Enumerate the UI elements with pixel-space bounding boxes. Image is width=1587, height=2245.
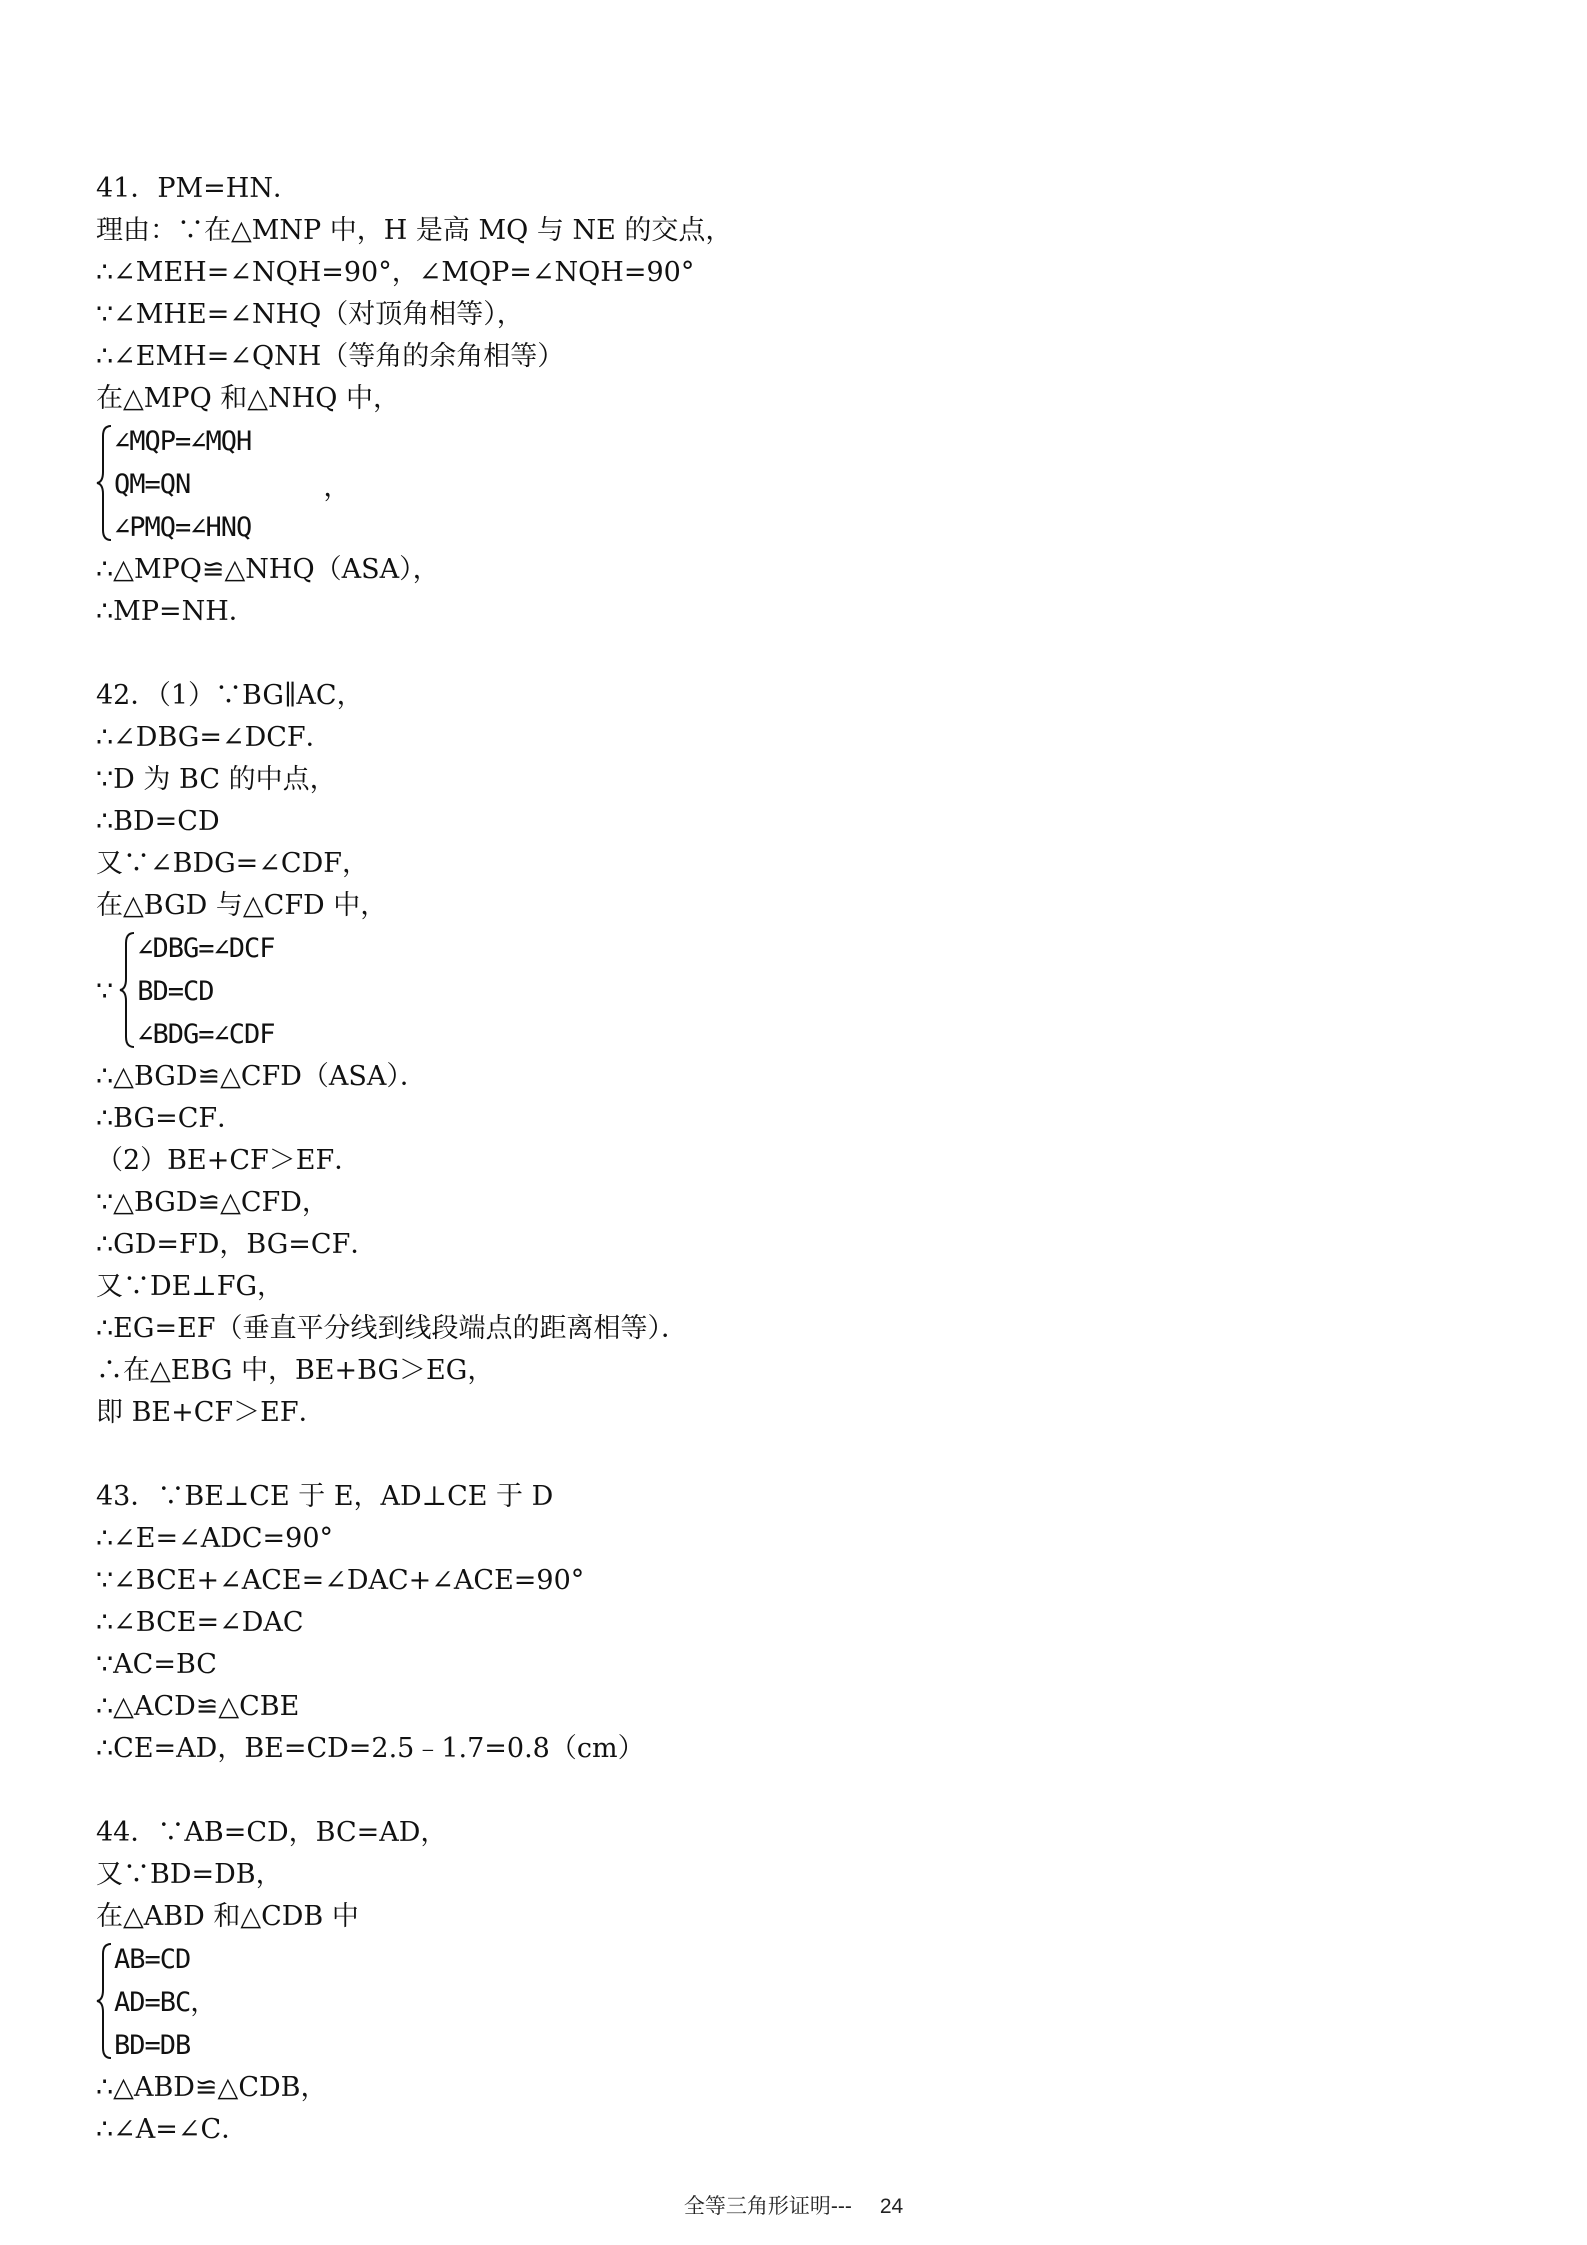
system-row: ∠BDG=∠CDF bbox=[137, 1019, 275, 1050]
because-symbol: ∵ bbox=[96, 976, 114, 1007]
equation-system bbox=[96, 927, 1496, 1056]
text-line: 42．（1）∵BG∥AC， bbox=[96, 680, 364, 711]
text-line: ∴在△EBG 中，BE+BG＞EG， bbox=[96, 1355, 495, 1386]
text-line: 44．∵AB=CD，BC=AD， bbox=[96, 1817, 448, 1848]
text-line: ∴BD=CD bbox=[96, 806, 220, 837]
text-line: ∴△MPQ≌△NHQ（ASA）， bbox=[96, 554, 440, 585]
problem-41 bbox=[96, 168, 1496, 633]
text-line: ∴△ABD≌△CDB， bbox=[96, 2072, 328, 2103]
problem-43 bbox=[96, 1476, 1496, 1770]
text-line: ∴MP=NH． bbox=[96, 596, 256, 627]
left-brace-icon bbox=[96, 1942, 114, 2060]
text-line: ∴△ACD≌△CBE bbox=[96, 1691, 300, 1722]
text-line: ∵∠MHE=∠NHQ（对顶角相等）， bbox=[96, 299, 524, 330]
problem-42 bbox=[96, 675, 1496, 1434]
system-row: BD=CD bbox=[137, 976, 214, 1007]
text-line: ∴∠MEH=∠NQH=90°，∠MQP=∠NQH=90° bbox=[96, 257, 695, 288]
system-row: AB=CD bbox=[114, 1944, 191, 1975]
page-footer bbox=[0, 2190, 1587, 2220]
text-line: ∴∠DBG=∠DCF． bbox=[96, 722, 333, 753]
text-line: ∵△BGD≌△CFD， bbox=[96, 1187, 329, 1218]
text-line: 即 BE+CF＞EF． bbox=[96, 1397, 326, 1428]
solutions-content bbox=[96, 168, 1496, 2151]
system-row: BD=DB bbox=[114, 2030, 191, 2061]
text-line: 在△BGD 与△CFD 中， bbox=[96, 890, 388, 921]
text-line: 43．∵BE⊥CE 于 E，AD⊥CE 于 D bbox=[96, 1481, 554, 1512]
text-line: 在△ABD 和△CDB 中 bbox=[96, 1901, 359, 1932]
text-line: ∴CE=AD，BE=CD=2.5﹣1.7=0.8（cm） bbox=[96, 1733, 645, 1764]
text-line: ∴∠E=∠ADC=90° bbox=[96, 1523, 334, 1554]
left-brace-icon bbox=[119, 931, 137, 1049]
text-line: ∴∠EMH=∠QNH（等角的余角相等） bbox=[96, 341, 565, 372]
problem-44 bbox=[96, 1812, 1496, 2151]
footer-title: 全等三角形证明--- bbox=[683, 2195, 852, 2218]
system-row: ∠DBG=∠DCF bbox=[137, 933, 275, 964]
system-row: ∠PMQ=∠HNQ bbox=[114, 512, 252, 543]
text-line: ∴BG=CF． bbox=[96, 1103, 245, 1134]
text-line: （2）BE+CF＞EF． bbox=[96, 1145, 362, 1176]
text-line: ∴EG=EF（垂直平分线到线段端点的距离相等）． bbox=[96, 1313, 689, 1344]
text-line: 理由：∵在△MNP 中，H 是高 MQ 与 NE 的交点， bbox=[96, 215, 733, 246]
equation-system bbox=[96, 1938, 1496, 2067]
text-line: 41．PM=HN． bbox=[96, 173, 300, 204]
text-line: ∴△BGD≌△CFD（ASA）． bbox=[96, 1061, 427, 1092]
text-line: 又∵∠BDG=∠CDF， bbox=[96, 848, 369, 879]
left-brace-icon bbox=[96, 424, 114, 542]
text-line: 又∵DE⊥FG， bbox=[96, 1271, 285, 1302]
text-line: 又∵BD=DB， bbox=[96, 1859, 283, 1890]
equation-system bbox=[96, 420, 1496, 549]
text-line: ∵∠BCE+∠ACE=∠DAC+∠ACE=90° bbox=[96, 1565, 585, 1596]
text-line: ∴GD=FD，BG=CF． bbox=[96, 1229, 378, 1260]
system-row: ∠MQP=∠MQH bbox=[114, 426, 252, 457]
system-row: AD=BC， bbox=[114, 1987, 217, 2018]
text-line: ∵D 为 BC 的中点， bbox=[96, 764, 337, 795]
system-row: QM=QN bbox=[114, 469, 191, 500]
text-line: 在△MPQ 和△NHQ 中， bbox=[96, 383, 400, 414]
text-line: ∴∠BCE=∠DAC bbox=[96, 1607, 304, 1638]
page-number: 24 bbox=[879, 2195, 904, 2218]
text-line: ∵AC=BC bbox=[96, 1649, 217, 1680]
text-line: ∴∠A=∠C． bbox=[96, 2114, 249, 2145]
system-trailing-comma: ， bbox=[323, 472, 351, 503]
